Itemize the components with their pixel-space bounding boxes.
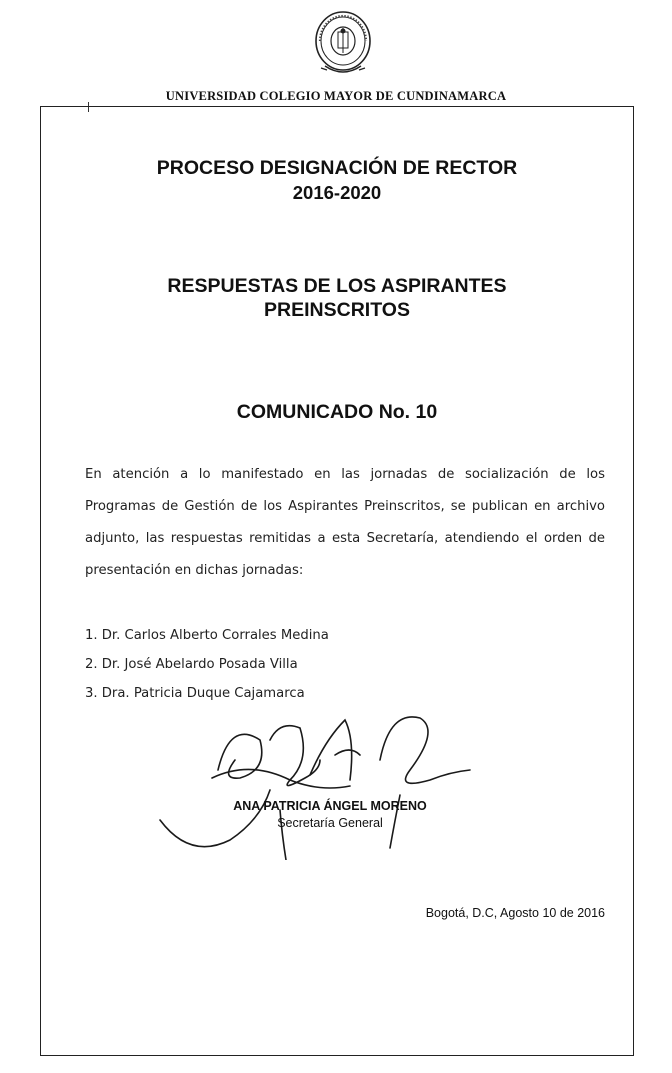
- communique-title: COMUNICADO No. 10: [236, 401, 438, 423]
- university-seal-emblem: [311, 10, 375, 80]
- body-paragraph: En atención a lo manifestado en las jornadas de socialización de los Programas de Gestión de los Aspirantes Preinscritos, se publican en archivo adjunto, las respuestas remitidas a esta Secretaría, atendiendo el orden de presentación en dichas jornadas:: [85, 467, 605, 578]
- candidates-list: [85, 621, 329, 708]
- process-title: PROCESO DESIGNACIÓN DE RECTOR: [156, 157, 518, 179]
- responses-title-line2: PREINSCRITOS: [264, 299, 410, 321]
- document-date: Bogotá, D.C, Agosto 10 de 2016: [425, 906, 605, 920]
- signer-role: Secretaría General: [277, 816, 383, 830]
- list-item: 1. Dr. Carlos Alberto Corrales Medina: [85, 628, 329, 643]
- responses-title-line1: RESPUESTAS DE LOS ASPIRANTES: [167, 275, 507, 297]
- university-name: UNIVERSIDAD COLEGIO MAYOR DE CUNDINAMARCA: [165, 89, 507, 103]
- list-item: 2. Dr. José Abelardo Posada Villa: [85, 657, 298, 672]
- list-item: 3. Dra. Patricia Duque Cajamarca: [85, 686, 305, 701]
- handwritten-signature: [150, 700, 480, 860]
- process-period: 2016-2020: [292, 182, 382, 203]
- signer-name: ANA PATRICIA ÁNGEL MORENO: [233, 799, 427, 813]
